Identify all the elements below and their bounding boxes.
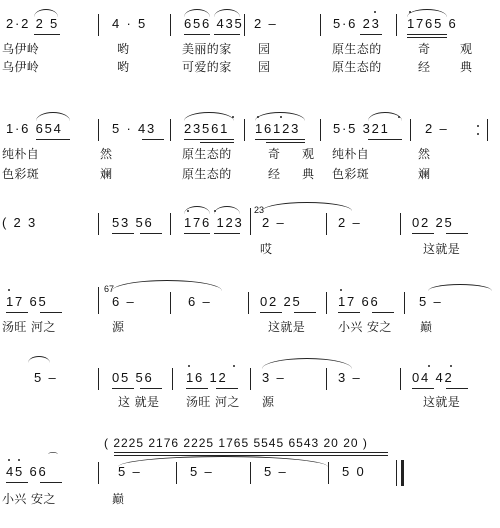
barline [400,213,401,235]
measure-16: 2 – [262,215,286,230]
slur [214,206,240,214]
measure-21: 6 – [188,294,212,309]
lyric: 纯朴自 [332,147,370,161]
slur [184,9,210,17]
measure-9: 23561 [184,121,230,136]
measure-15: 176 123 [184,215,244,230]
lyric: 原生态的 [182,167,232,181]
repeat-dot [477,125,479,127]
lyric: 色彩斑 [332,167,370,181]
barline [98,14,99,36]
lyric: 小兴 安之 [2,492,56,506]
grace-note: 23 [254,205,265,215]
slur [184,206,210,214]
barline [326,292,327,314]
measure-7: 1·6 654 [6,121,63,136]
barline [400,368,401,390]
slur [34,9,58,17]
underline [200,142,234,143]
lyric: 原生态的 [332,60,382,74]
slur [407,9,447,17]
measure-23: 17 66 [338,294,380,309]
barline [98,462,99,484]
measure-10: 16123 [255,121,301,136]
measure-11: 5·5 321 [333,121,390,136]
underline [368,139,402,140]
underline [184,233,210,234]
lyric: 奇 [418,42,431,56]
lyric: 小兴 安之 [338,320,392,334]
measure-12: 2 – [425,121,449,136]
lyric: 汤旺 河之 [2,320,56,334]
underline [360,34,382,35]
barline [244,14,245,36]
lyric: 典 [460,60,473,74]
measure-2: 4 · 5 [112,16,148,31]
underline [407,37,447,38]
slur [28,356,50,363]
barline [396,460,397,486]
measure-26: 05 56 [112,370,154,385]
underline [34,34,60,35]
lyric: 奇 [268,147,281,161]
underline [112,233,134,234]
slur [184,112,234,121]
measure-4: 2 – [254,16,278,31]
lyric: 原生态的 [332,42,382,56]
lyric: 观 [302,147,315,161]
barline [244,119,245,141]
underline [255,139,305,140]
lyric: 园 [258,60,271,74]
octave-dot [188,365,190,367]
underline [412,233,434,234]
measure-22: 02 25 [260,294,302,309]
lyric: 这 就是 [118,395,160,409]
lyric: 然 [418,147,431,161]
measure-29: 3 – [338,370,362,385]
underline [140,388,162,389]
lyric: 源 [112,320,125,334]
measure-27: 16 12 [186,370,228,385]
barline [170,14,171,36]
fermata-icon: ⌒ [48,453,58,464]
underline [184,34,210,35]
underline [112,388,134,389]
underline [142,139,164,140]
underline [40,482,62,483]
measure-34: 5 – [264,464,288,479]
lyric: 汤旺 河之 [186,395,240,409]
lyric: 观 [460,42,473,56]
measure-25: 5 – [34,370,58,385]
underline [216,388,238,389]
lyric: 纯朴自 [2,147,40,161]
barline [320,14,321,36]
measure-8: 5 · 43 [112,121,157,136]
underline [260,312,282,313]
lyric: 巅 [112,492,125,506]
barline [320,119,321,141]
lyric: 典 [302,167,315,181]
lyric: 原生态的 [182,147,232,161]
underline [186,388,208,389]
barline [248,292,249,314]
lyric: 这就是 [268,320,306,334]
barline [250,368,251,390]
grace-note: 67 [104,284,115,294]
lyric: 可爱的家 [182,60,232,74]
lyric: 然 [100,147,113,161]
lyric: 哟 [117,60,130,74]
slur [118,456,328,467]
measure-3: 656 435 [184,16,244,31]
octave-dot [18,459,20,461]
final-barline [401,460,404,486]
slur [112,280,222,291]
underline [40,312,62,313]
lyric: 经 [418,60,431,74]
underline [36,139,70,140]
barline [396,14,397,36]
barline [98,287,99,314]
octave-dot [233,365,235,367]
measure-20: 6 – [112,294,136,309]
octave-dot [8,289,10,291]
measure-24: 5 – [419,294,443,309]
lyric: 哟 [117,42,130,56]
lyric: 巅 [420,320,433,334]
octave-dot [450,365,452,367]
barline [98,213,99,235]
lyric: 这就是 [423,395,461,409]
underline [266,142,305,143]
slur [214,9,240,17]
measure-1: 2·2 2 5 [6,16,60,31]
underline [372,312,394,313]
underline [114,452,388,453]
octave-dot [8,459,10,461]
measure-13: ( 2 3 [2,215,38,230]
octave-dot [428,365,430,367]
lyric: 乌伊岭 [2,42,40,56]
underline [446,233,468,234]
slur [428,284,492,291]
lyric: 色彩斑 [2,167,40,181]
barline [98,368,99,390]
lyric: 美丽的家 [182,42,232,56]
measure-28: 3 – [262,370,286,385]
lyric: 园 [258,42,271,56]
underline [214,233,240,234]
underline [338,312,360,313]
measure-18: 02 25 [412,215,454,230]
measure-17: 2 – [338,215,362,230]
octave-dot [374,11,376,13]
underline [6,482,28,483]
repeat-dot [477,133,479,135]
octave-dot [340,289,342,291]
barline [326,368,327,390]
measure-30: 04 42 [412,370,454,385]
barline [170,213,171,235]
barline [487,119,488,141]
underline [412,388,434,389]
underline [140,233,162,234]
slur [262,202,352,211]
measure-32: 5 – [118,464,142,479]
lyric: 乌伊岭 [2,60,40,74]
barline [172,368,173,390]
barline [404,292,405,314]
lyric: 斓 [100,167,113,181]
measure-35: 5 0 [342,464,366,479]
measure-19: 17 65 [6,294,48,309]
slur [368,112,402,121]
intro-phrase: ( 2225 2176 2225 1765 5545 6543 20 20 ) [104,436,368,450]
measure-14: 53 56 [112,215,154,230]
slur [255,112,305,121]
measure-6: 1765 6 [407,16,458,31]
underline [184,139,234,140]
lyric: 这就是 [423,242,461,256]
barline [328,462,329,484]
slur [262,358,352,369]
lyric: 斓 [418,167,431,181]
slur [36,112,70,121]
measure-31: 45 66 [6,464,48,479]
underline [214,34,240,35]
barline [326,213,327,235]
measure-33: 5 – [190,464,214,479]
underline [6,312,28,313]
barline [410,119,411,141]
lyric: 哎 [260,242,273,256]
measure-5: 5·6 23 [333,16,381,31]
barline [98,119,99,141]
lyric: 经 [268,167,281,181]
barline [170,292,171,314]
underline [294,312,316,313]
underline [407,34,447,35]
barline [250,208,251,235]
barline [170,119,171,141]
lyric: 源 [262,395,275,409]
underline [446,388,468,389]
